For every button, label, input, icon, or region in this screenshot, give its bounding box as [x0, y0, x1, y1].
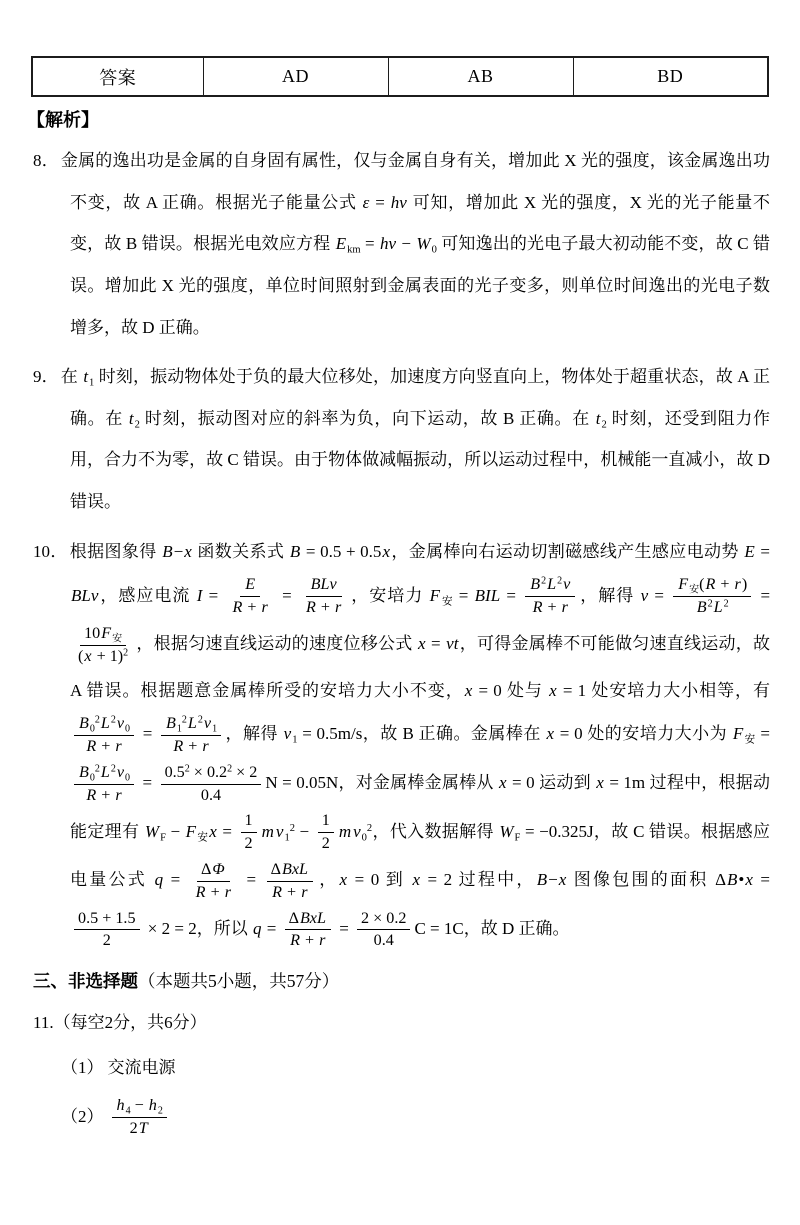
answer-header-cell: 答案: [32, 57, 203, 96]
math-variable: x: [596, 773, 604, 793]
math-variable: I: [196, 585, 203, 605]
fraction: $\frac{2 \times 0.2}{0.4}$: [357, 908, 410, 953]
fraction: $\frac{0.5 + 1.5}{2}$: [74, 908, 140, 953]
solution-paragraph-8: [33, 140, 770, 348]
answer-table: [31, 56, 769, 97]
math-variable: R: [532, 599, 543, 617]
math-variable: x: [418, 634, 426, 654]
math-variable: B: [79, 763, 89, 781]
math-variable: r: [202, 738, 209, 756]
answer-row: [32, 57, 768, 96]
question-11-answer-1: [61, 1048, 770, 1087]
math-variable: v: [283, 724, 292, 744]
math-variable: v: [116, 715, 125, 733]
math-variable: BxL: [299, 909, 326, 927]
fraction: $\frac{B_0^2L^2v_0}{R + r}$: [74, 762, 134, 807]
math-variable: BxL: [282, 861, 309, 879]
section-3-note: （本题共5小题，共57分）: [138, 971, 340, 992]
math-variable: L: [713, 599, 723, 617]
math-variable: F: [429, 585, 440, 605]
math-variable: r: [261, 599, 268, 617]
math-variable: F: [101, 625, 112, 642]
math-variable: BIL: [474, 585, 501, 605]
math-variable: hv: [390, 192, 407, 212]
math-variable: B: [696, 599, 707, 617]
math-variable: R: [705, 576, 716, 594]
math-variable: x: [546, 724, 555, 744]
solution-10-text: 根据图象得 B−x 函数关系式 B = 0.5 + 0.5x，金属棒向右运动切割磁感线产生感应电动势 E = BLv，感应电流 I = $\frac{E}{R + r}$ = $\frac{\text{BLv}}{R + r}$ ，安培力 $F_安$ = BIL = $\frac{B^2L^2v}{R + r}$ ，解得 v = $\frac{F_安(R + r)}{B^2L^2}$ = $\frac{10F_安}{(x + 1)^2}$ ，根据匀速直线运动的速度位移公式 x = vt，可得金属棒不可能做匀速直线运动，故 A 错误。根据题意金属棒所受的安培力大小不变，x = 0 处与 x = 1 处安培力大小相等，有 $\frac{B_0^2L^2v_0}{R + r}$ = $\frac{B_1^2L^2v_1}{R + r}$ ，解得 $v_1 = 0.5m/s$，故 B 正确。金属棒在 x = 0 处的安培力大小为 $F_安$ = $\frac{B_0^2L^2v_0}{R + r}$ = $\frac{0.5^2 \times 0.2^2 \times 2}{0.4}$ N = 0.05N，对金属棒金属棒从 x = 0 运动到 x = 1m 过程中，根据动能定理有 $W_F - F_安x$ = $\frac{1}{2}$ m $v_1^2$ − $\frac{1}{2}$ m $v_0^2$，代入数据解得 $W_F = -0.325J$，故 C 错误。根据感应电量公式 q = $\frac{\Delta\Phi}{R + r}$ = $\frac{\text{ΔBxL}}{R + r}$ ，x = 0 到 x = 2 过程中，B−x 图像包围的面积 ΔB•x = $\frac{0.5 + 1.5}{2}$ × 2 = 2，所以 q = $\frac{\text{ΔBxL}}{R + r}$ = $\frac{2 \times 0.2}{0.4}$ C = 1C，故 D 正确。: [70, 542, 770, 938]
math-variable: t: [83, 367, 89, 387]
math-variable: F: [732, 724, 744, 744]
math-variable: x: [84, 647, 92, 665]
question-11-answer-2: [61, 1093, 770, 1142]
math-variable: v: [563, 576, 571, 594]
section-3-title: 三、非选择题: [33, 971, 138, 992]
math-variable: r: [561, 599, 568, 617]
math-variable: t: [128, 408, 134, 428]
solution-9-text: 在 $t_1$ 时刻，振动物体处于负的最大位移处，加速度方向竖直向上，物体处于超重状态，故 A 正确。在 $t_2$ 时刻，振动图对应的斜率为负，向下运动，故 B 正确。在 $t_2$ 时刻，还受到阻力作用，合力不为零，故 C 错误。由于物体做减幅振动，所以运动过程中，机械能一直减小，故 D 错误。: [60, 367, 771, 512]
math-variable: r: [734, 576, 741, 594]
math-variable: x: [499, 773, 507, 793]
math-variable: x: [339, 870, 348, 890]
answer-1-value: 交流电源: [107, 1058, 176, 1078]
math-variable: ε: [362, 192, 370, 212]
math-variable: E: [335, 234, 347, 254]
math-variable: BLv: [71, 585, 99, 605]
fraction: $\frac{F_安(R + r)}{B^2L^2}$: [673, 574, 751, 619]
math-variable: x: [209, 821, 217, 841]
math-variable: x: [412, 870, 421, 890]
math-variable: W: [416, 234, 431, 254]
fraction: $\frac{h_4 - h_2}{2T}$: [112, 1095, 167, 1140]
fraction: $\frac{E}{R + r}$: [232, 576, 268, 617]
math-variable: r: [115, 786, 122, 804]
math-variable: R: [86, 786, 97, 804]
math-variable: m: [261, 821, 274, 841]
math-variable: vt: [446, 634, 459, 654]
question-11-header: [33, 1003, 770, 1042]
fraction: $\frac{B_0^2L^2v_0}{R + r}$: [74, 713, 134, 758]
question-11-score-note: （每空2分，共6分）: [53, 1013, 207, 1033]
math-variable: r: [115, 738, 122, 756]
math-variable: B: [289, 541, 301, 561]
solution-paragraph-10: [33, 531, 770, 954]
fraction: $\frac{0.5^2 \times 0.2^2 \times 2}{0.4}$: [161, 762, 262, 807]
math-variable: v: [203, 715, 212, 733]
math-variable: BLv: [310, 576, 337, 594]
analysis-heading: 【解析】: [27, 110, 99, 130]
math-variable: E: [744, 541, 755, 561]
math-variable: m: [338, 821, 352, 841]
math-variable: h: [116, 1097, 125, 1115]
math-variable: B: [79, 715, 89, 733]
math-variable: B: [166, 715, 176, 733]
math-variable: R: [272, 883, 282, 901]
fraction: $\frac{\Delta\Phi}{R + r}$: [195, 861, 232, 901]
math-variable: B: [530, 576, 541, 594]
math-variable: L: [100, 763, 110, 781]
fraction: $\frac{\text{ΔBxL}}{R + r}$: [285, 908, 331, 953]
math-variable: T: [138, 1120, 148, 1138]
fraction: $\frac{\text{ΔBxL}}{R + r}$: [267, 859, 313, 904]
answer-cell-q9: AB: [388, 57, 573, 96]
answer-1-label: （1）: [61, 1058, 104, 1078]
math-variable: r: [334, 599, 342, 617]
math-variable: R: [290, 932, 300, 950]
question-11-number: 11.: [33, 1013, 54, 1033]
fraction: $\frac{10F_安}{(x + 1)^2}$: [78, 625, 129, 665]
math-variable: r: [301, 883, 308, 901]
math-variable: hv: [379, 234, 397, 254]
math-variable: B: [162, 541, 173, 561]
question-11: [33, 1003, 770, 1142]
math-variable: E: [245, 576, 256, 594]
math-variable: x: [382, 541, 390, 561]
math-variable: R: [173, 738, 184, 756]
math-variable: v: [640, 585, 649, 605]
fraction: $\frac{B_1^2L^2v_1}{R + r}$: [161, 713, 221, 758]
math-variable: F: [678, 576, 689, 594]
solution-8-text: 金属的逸出功是金属的自身固有属性，仅与金属自身有关，增加此 X 光的强度，该金属逸出功不变，故 A 正确。根据光子能量公式 ε = hv 可知，增加此 X 光的强度，X 光的光子能量不变，故 B 错误。根据光电效应方程 $E_{km}$ = hv − $W_0$ 可知逸出的光电子最大初动能不变，故 C 错误。增加此 X 光的强度，单位时间照射到金属表面的光子变多，则单位时间逸出的光电子数增多，故 D 正确。: [60, 151, 771, 337]
math-variable: F: [185, 821, 197, 841]
math-variable: W: [144, 821, 160, 841]
answer-cell-q10: BD: [573, 57, 768, 96]
math-variable: R: [305, 599, 316, 617]
math-variable: v: [353, 821, 361, 841]
math-variable: x: [464, 680, 473, 700]
math-variable: W: [499, 821, 514, 841]
solution-9-number: 9．: [33, 367, 59, 387]
math-variable: v: [275, 821, 284, 841]
math-variable: v: [116, 763, 125, 781]
fraction: $\frac{B^2L^2v}{R + r}$: [525, 574, 575, 619]
math-variable: B: [536, 870, 548, 890]
math-variable: q: [252, 918, 262, 938]
math-variable: L: [100, 715, 110, 733]
solution-8-number: 8．: [33, 151, 59, 170]
fraction: $\frac{1}{2}$: [318, 810, 334, 855]
math-variable: Φ: [212, 861, 225, 879]
math-variable: t: [595, 408, 601, 428]
section-3-heading: [33, 968, 770, 993]
math-variable: L: [547, 576, 557, 594]
math-variable: r: [224, 883, 232, 901]
math-variable: x: [558, 870, 567, 890]
fraction: $\frac{1}{2}$: [241, 810, 257, 855]
math-variable: h: [148, 1097, 157, 1115]
fraction: $\frac{\text{BLv}}{R + r}$: [305, 576, 342, 617]
solution-10-number: 10．: [33, 541, 68, 561]
answer-2-value: [108, 1097, 171, 1138]
math-variable: R: [86, 738, 97, 756]
answer-2-label: （2）: [61, 1106, 104, 1126]
math-variable: R: [195, 883, 206, 901]
math-variable: L: [187, 715, 197, 733]
math-variable: B: [727, 870, 738, 890]
math-variable: x: [745, 870, 753, 890]
math-variable: q: [154, 870, 164, 890]
math-variable: x: [549, 680, 557, 700]
math-variable: r: [319, 932, 326, 950]
solution-paragraph-9: [33, 356, 770, 523]
math-variable: x: [184, 541, 192, 561]
math-variable: R: [232, 599, 243, 617]
answer-cell-q8: AD: [203, 57, 388, 96]
